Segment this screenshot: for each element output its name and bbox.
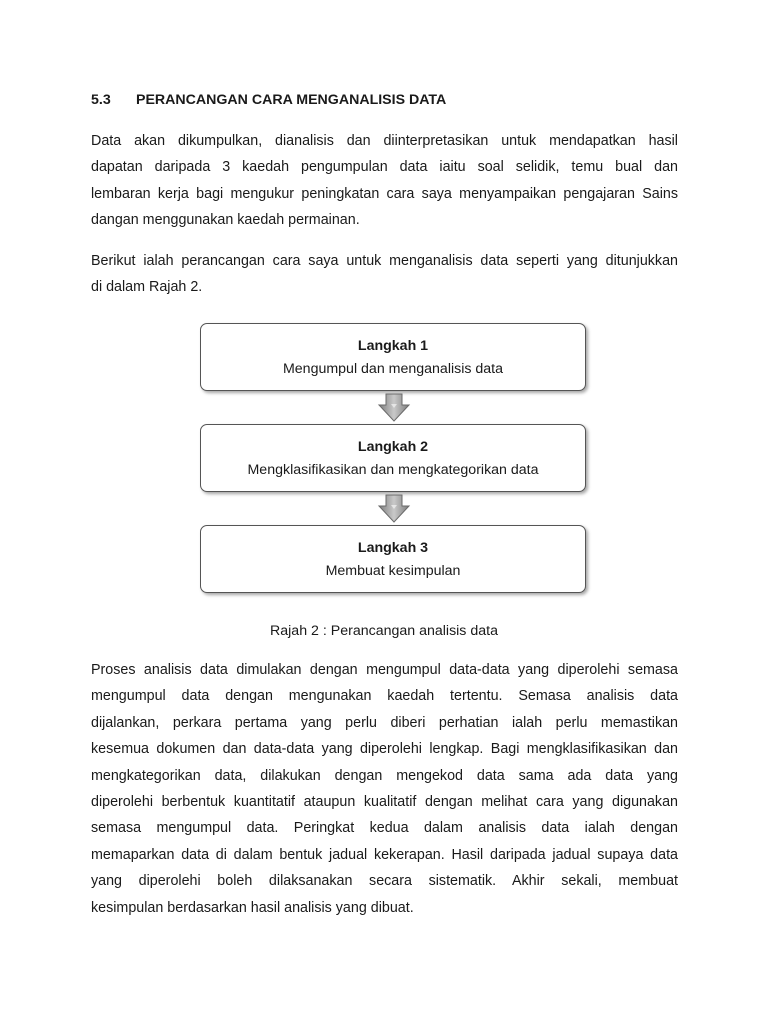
- diagram-intro-paragraph: [91, 248, 678, 301]
- paragraph-line: Proses analisis data dimulakan dengan mengumpul data-data yang diperolehi semasa: [91, 662, 678, 678]
- step-box-3: [200, 525, 586, 593]
- section-title: PERANCANGAN CARA MENGANALISIS DATA: [136, 92, 447, 108]
- paragraph-line: kesimpulan berdasarkan hasil analisis yang dibuat.: [91, 899, 414, 916]
- step-box-2: [200, 424, 586, 492]
- paragraph-line: dijalankan, perkara pertama yang perlu diberi perhatian ialah perlu memastikan: [91, 714, 678, 731]
- step-title: Langkah 3: [357, 540, 429, 556]
- paragraph-line: dapatan daripada 3 kaedah pengumpulan data iaitu soal selidik, temu bual dan: [91, 159, 678, 176]
- paragraph-line: semasa mengumpul data. Peringkat kedua dalam analisis data ialah dengan: [91, 820, 678, 837]
- down-arrow-icon: [377, 393, 411, 423]
- step-description: Mengklasifikasikan dan mengkategorikan data: [247, 462, 539, 478]
- section-number: 5.3: [91, 92, 111, 108]
- paragraph-line: memaparkan data di dalam bentuk jadual kekerapan. Hasil daripada jadual supaya data: [91, 846, 678, 863]
- paragraph-line: Data akan dikumpulkan, dianalisis dan diinterpretasikan untuk mendapatkan hasil: [91, 133, 678, 149]
- paragraph-line: mengkategorikan data, dilakukan dengan mengekod data sama ada data yang: [91, 767, 678, 784]
- paragraph-line: diperolehi berbentuk kuantitatif ataupun kualitatif dengan melihat cara yang digunakan: [91, 793, 678, 810]
- paragraph-line: Berikut ialah perancangan cara saya untuk menganalisis data seperti yang ditunjukkan: [91, 253, 678, 269]
- step-description: Membuat kesimpulan: [325, 563, 461, 579]
- paragraph-line: kesemua dokumen dan data-data yang diperolehi lengkap. Bagi mengklasifikasikan dan: [91, 741, 678, 758]
- analysis-paragraph: [91, 657, 678, 921]
- paragraph-line: di dalam Rajah 2.: [91, 279, 203, 296]
- section-heading: [91, 92, 446, 108]
- paragraph-line: dangan menggunakan kaedah permainan.: [91, 212, 360, 229]
- step-description: Mengumpul dan menganalisis data: [282, 361, 504, 377]
- figure-caption: Rajah 2 : Perancangan analisis data: [270, 623, 498, 639]
- paragraph-line: mengumpul data dengan mengunakan kaedah tertentu. Semasa analisis data: [91, 688, 678, 705]
- down-arrow-icon: [377, 494, 411, 524]
- intro-paragraph: [91, 128, 678, 234]
- step-title: Langkah 2: [357, 439, 429, 455]
- paragraph-line: lembaran kerja bagi mengukur peningkatan cara saya menyampaikan pengajaran Sains: [91, 185, 678, 202]
- step-box-1: [200, 323, 586, 391]
- step-title: Langkah 1: [357, 338, 429, 354]
- paragraph-line: yang diperolehi boleh dilaksanakan secara sistematik. Akhir sekali, membuat: [91, 873, 678, 890]
